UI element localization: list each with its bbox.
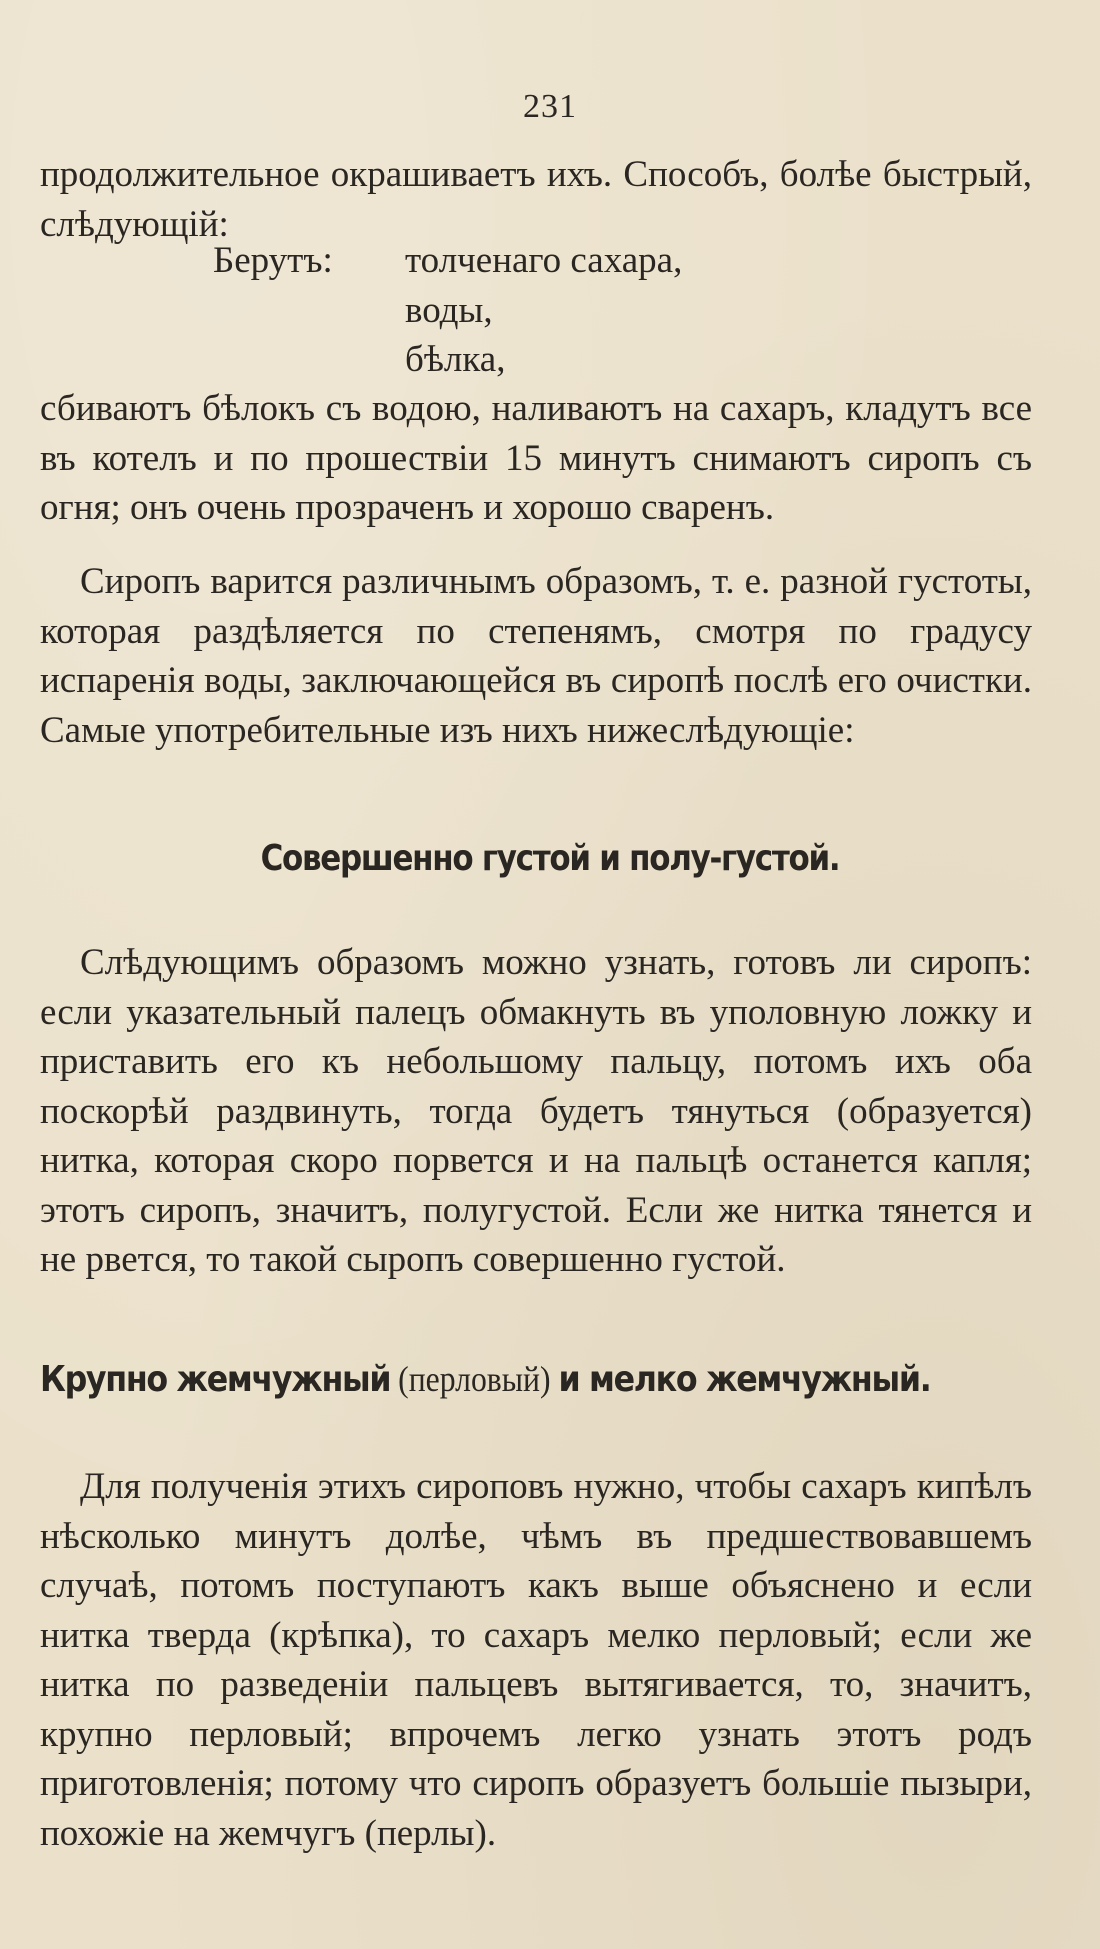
paragraph: Слѣдующимъ образомъ можно узнать, готовъ ли сиропъ: если указательный палецъ обмакнуть въ уполовную ложку и приставить его къ небольшому пальцу, потомъ ихъ оба поскорѣй раздвинуть, тогда будетъ тянуться (образуется) нитка, которая скоро порвется и на пальцѣ останется капля; этотъ сиропъ, значитъ, полугустой. Если же нитка тянется и не рвется, то такой сыропъ совершенно густой. — [40, 942, 1032, 1280]
recipe-item: бѣлка, — [405, 339, 506, 380]
recipe-label: Берутъ: — [213, 240, 333, 281]
recipe-item: воды, — [405, 289, 493, 331]
intro-text: продолжительное окрашиваетъ ихъ. Способъ, болѣе быстрый, слѣдующій: — [40, 154, 1032, 245]
paragraph: Для полученія этихъ сироповъ нужно, чтобы сахаръ кипѣлъ нѣсколько минутъ долѣе, чѣмъ въ предшествовавшемъ случаѣ, потомъ поступаютъ какъ выше объяснено и если нитка тверда (крѣпка), то сахаръ мелко перловый; если же нитка по разведеніи пальцевъ вытягивается, то, значитъ, крупно перловый; впрочемъ легко узнать этотъ родъ приготовленія; потому что сиропъ образуетъ большіе пызыри, похожіе на жемчугъ (перлы). — [40, 1466, 1032, 1854]
page-number: 231 — [523, 88, 577, 125]
section-heading — [40, 1358, 955, 1400]
heading-part: и мелко жемчужный. — [558, 1359, 931, 1400]
recipe-row — [213, 335, 682, 385]
recipe-row — [213, 236, 682, 286]
paragraph: сбиваютъ бѣлокъ съ водою, наливаютъ на сахаръ, кладутъ все въ котелъ и по прошествіи 15 минутъ снимаютъ сиропъ съ огня; онъ очень прозраченъ и хорошо сваренъ. — [40, 388, 1032, 528]
recipe-list — [213, 236, 682, 385]
paragraph: Сиропъ варится различнымъ образомъ, т. е. разной густоты, которая раздѣляется по степенямъ, смотря по градусу испаренія воды, заключающейся въ сиропѣ послѣ его очистки. Самые употребительные изъ нихъ нижеслѣдующіе: — [40, 561, 1032, 751]
heading-part: Крупно жемчужный — [40, 1359, 391, 1400]
heading-part: (перловый) — [398, 1359, 551, 1399]
section-heading: Совершенно густой и полу-густой. — [260, 838, 840, 879]
recipe-row — [213, 286, 682, 336]
recipe-item: толченаго сахара, — [405, 240, 683, 281]
